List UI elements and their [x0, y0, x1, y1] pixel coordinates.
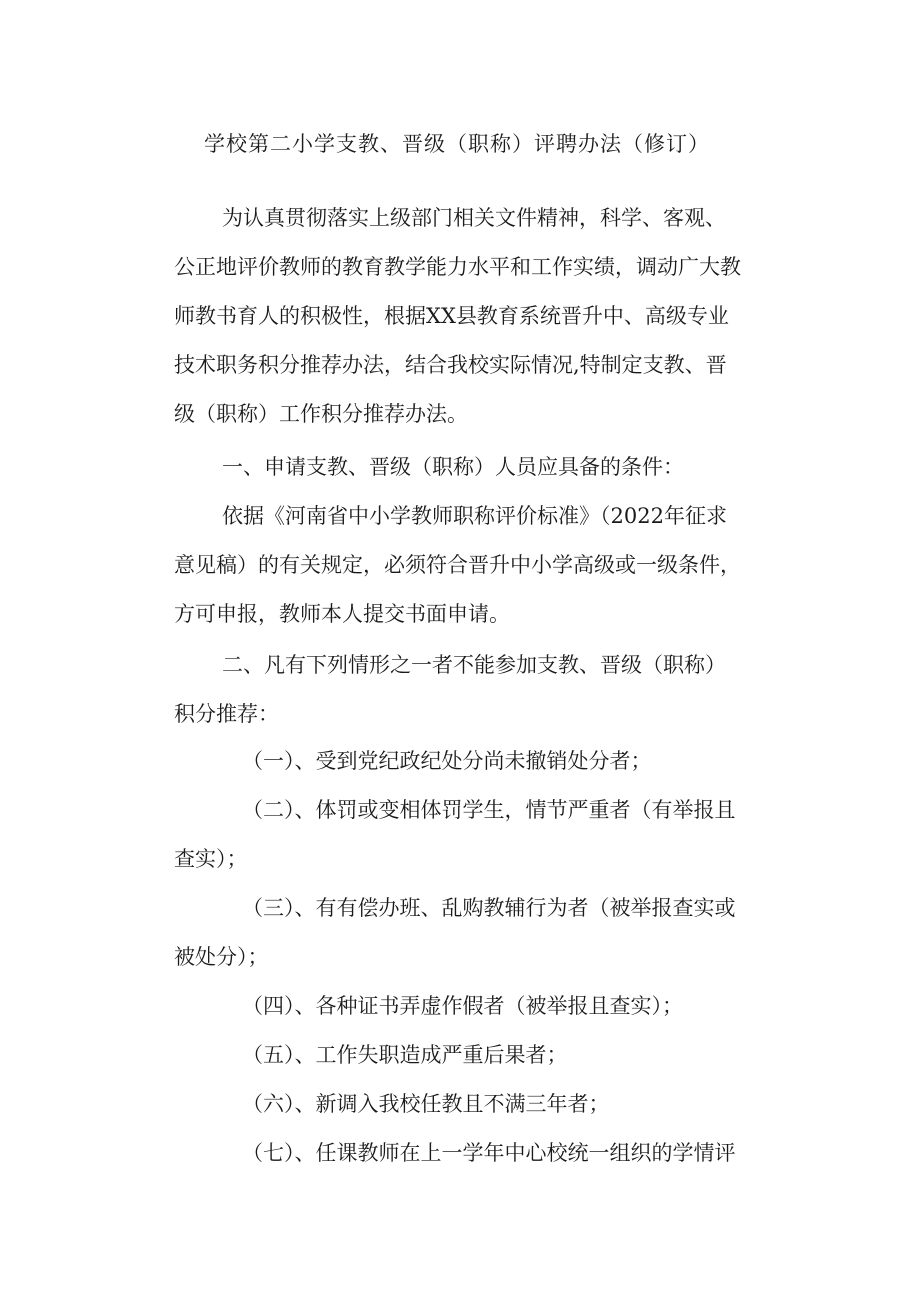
exclusion-list: [174, 737, 754, 1178]
paragraph-line: 依据《河南省中小学教师职称评价标准》（2022年征求: [222, 504, 727, 528]
document-title: 学校第二小学支教、晋级（职称）评聘办法（修订）: [204, 132, 710, 156]
list-item: （五）、工作失职造成严重后果者；: [242, 1043, 568, 1067]
list-item: （七）、任课教师在上一学年中心校统一组织的学情评: [242, 1141, 736, 1165]
list-item: （一）、受到党纪政纪处分尚未撤销处分者；: [242, 749, 652, 773]
paragraph-line: 为认真贯彻落实上级部门相关文件精神，科学、客观、: [222, 206, 726, 230]
section-1: [174, 443, 754, 639]
paragraph-line: 方可申报，教师本人提交书面申请。: [174, 602, 510, 626]
section-heading: 一、申请支教、晋级（职称）人员应具备的条件：: [222, 455, 684, 479]
paragraph-line: 师教书育人的积极性，根据XX县教育系统晋升中、高级专业: [174, 304, 729, 328]
paragraph-line: 技术职务积分推荐办法，结合我校实际情况,特制定支教、晋: [174, 353, 727, 377]
list-item: （二）、体罚或变相体罚学生，情节严重者（有举报且: [242, 798, 736, 822]
intro-paragraph: [174, 194, 754, 439]
list-item-continuation: 被处分）；: [174, 945, 269, 969]
paragraph-line: 公正地评价教师的教育教学能力水平和工作实绩，调动广大教: [174, 255, 741, 279]
list-item: （三）、有有偿办班、乱购教辅行为者（被举报查实或: [242, 896, 736, 920]
list-item: （六）、新调入我校任教且不满三年者；: [242, 1092, 610, 1116]
section-heading: 二、凡有下列情形之一者不能参加支教、晋级（职称）: [222, 653, 726, 677]
list-item-continuation: 查实）；: [174, 847, 248, 871]
paragraph-line: 积分推荐：: [174, 702, 279, 726]
list-item: （四）、各种证书弄虚作假者（被举报且查实）；: [242, 994, 683, 1018]
paragraph-line: 级（职称）工作积分推荐办法。: [174, 402, 468, 426]
section-2: [174, 641, 754, 739]
paragraph-line: 意见稿）的有关规定，必须符合晋升中小学高级或一级条件，: [174, 553, 741, 577]
